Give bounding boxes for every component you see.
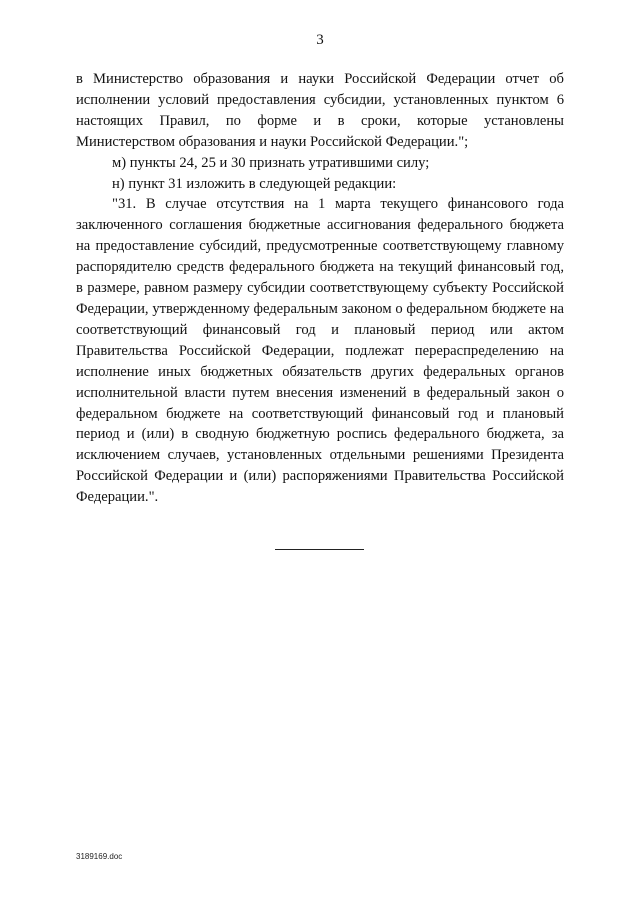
paragraph-item-m: м) пункты 24, 25 и 30 признать утратившими силу;: [112, 154, 430, 171]
page-number: 3: [316, 32, 324, 48]
paragraph-item-n: н) пункт 31 изложить в следующей редакции:: [112, 175, 397, 192]
paragraph-clause-31: "31. В случае отсутствия на 1 марта текущего финансового года заключенного соглашения бюджетные ассигнования федерального бюджета на предоставление субсидий, предусмотренные соответствующему главному распорядителю средств федерального бюджета на текущий финансовый год, в размере, равном размеру субсидии соответствующему субъекту Российской Федерации, утвержденному федеральным законом о федеральном бюджете на соответствующий финансовый год и плановый период или актом Правительства Российской Федерации, подлежат перераспределению на исполнение иных бюджетных обязательств других федеральных органов исполнительной власти путем внесения изменений в федеральный закон о федеральном бюджете на соответствующий финансовый год и плановый период и (или) в сводную бюджетную роспись федерального бюджета, за исключением случаев, установленных отдельными решениями Президента Российской Федерации и (или) распоряжениями Правительства Российской Федерации.".: [76, 196, 564, 506]
footer-file-name: 3189169.doc: [76, 852, 123, 861]
end-divider: [275, 549, 364, 550]
paragraph-continuation: в Министерство образования и науки Российской Федерации отчет об исполнении условий предоставления субсидии, установленных пунктом 6 настоящих Правил, по форме и в сроки, которые установлены Министерством образования и науки Российской Федерации.";: [76, 71, 564, 150]
document-body: [76, 69, 564, 508]
